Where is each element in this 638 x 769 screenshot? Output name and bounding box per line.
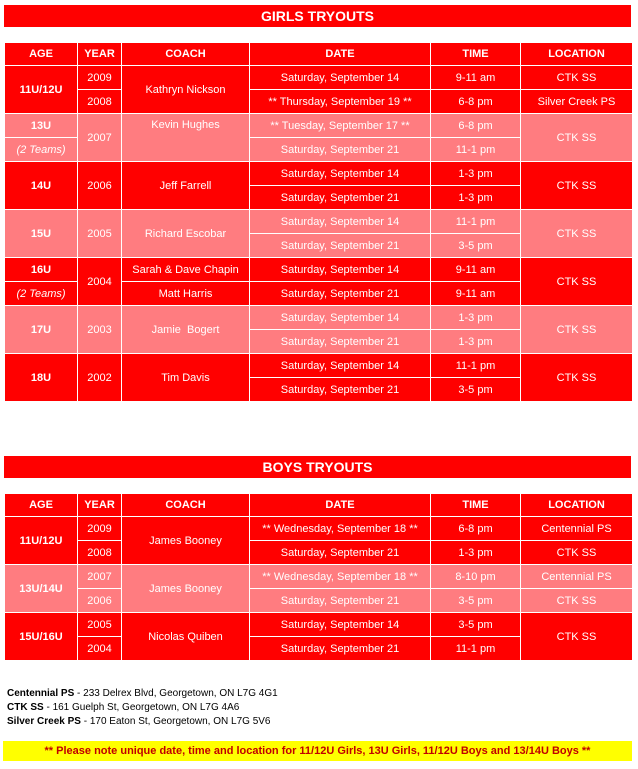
date-cell: Saturday, September 14 (250, 306, 431, 330)
age-cell: 13U (5, 114, 78, 138)
date-cell: Saturday, September 21 (250, 330, 431, 354)
table-header-row (5, 494, 633, 517)
year-cell: 2009 (78, 517, 122, 541)
teams-cell: (2 Teams) (5, 138, 78, 162)
time-cell: 3-5 pm (431, 234, 521, 258)
date-cell: Saturday, September 14 (250, 162, 431, 186)
date-cell: Saturday, September 21 (250, 589, 431, 613)
date-cell: ** Wednesday, September 18 ** (250, 517, 431, 541)
legend-location-name: CTK SS (7, 702, 44, 713)
legend-item: Silver Creek PS - 170 Eaton St, Georgetown, ON L7G 5V6 (7, 716, 271, 727)
header-year: YEAR (78, 43, 122, 66)
location-cell: CTK SS (521, 66, 633, 90)
legend-location-name: Centennial PS (7, 688, 75, 699)
date-cell: Saturday, September 21 (250, 282, 431, 306)
year-cell: 2004 (78, 258, 122, 306)
coach-cell: Jeff Farrell (122, 162, 250, 210)
age-cell: 13U/14U (5, 565, 78, 613)
age-cell: 16U (5, 258, 78, 282)
location-cell: CTK SS (521, 541, 633, 565)
location-cell: CTK SS (521, 162, 633, 210)
table-header-row (5, 43, 633, 66)
date-cell: Saturday, September 21 (250, 234, 431, 258)
year-cell: 2007 (78, 114, 122, 162)
age-cell: 11U/12U (5, 66, 78, 114)
coach-cell: James Booney (122, 565, 250, 613)
girls-title: GIRLS TRYOUTS (4, 5, 631, 27)
legend-location-address: 233 Delrex Blvd, Georgetown, ON L7G 4G1 (83, 688, 278, 699)
year-cell: 2006 (78, 162, 122, 210)
time-cell: 1-3 pm (431, 186, 521, 210)
time-cell: 11-1 pm (431, 637, 521, 661)
table-row (5, 354, 633, 378)
coach-cell: Tim Davis (122, 354, 250, 402)
age-cell: 11U/12U (5, 517, 78, 565)
legend-item: Centennial PS - 233 Delrex Blvd, Georgetown, ON L7G 4G1 (7, 688, 278, 699)
coach-cell: Kathryn Nickson (122, 66, 250, 114)
age-cell: 17U (5, 306, 78, 354)
year-cell: 2005 (78, 210, 122, 258)
time-cell: 3-5 pm (431, 378, 521, 402)
date-cell: ** Thursday, September 19 ** (250, 90, 431, 114)
table-row (5, 66, 633, 90)
teams-cell: (2 Teams) (5, 282, 78, 306)
time-cell: 1-3 pm (431, 162, 521, 186)
table-row (5, 210, 633, 234)
year-cell: 2008 (78, 90, 122, 114)
year-cell: 2007 (78, 565, 122, 589)
year-cell: 2003 (78, 306, 122, 354)
time-cell: 9-11 am (431, 258, 521, 282)
header-location: LOCATION (521, 43, 633, 66)
age-cell: 15U (5, 210, 78, 258)
boys-title: BOYS TRYOUTS (4, 456, 631, 478)
time-cell: 1-3 pm (431, 330, 521, 354)
legend-location-address: 170 Eaton St, Georgetown, ON L7G 5V6 (89, 716, 271, 727)
table-row (5, 114, 633, 138)
time-cell: 3-5 pm (431, 589, 521, 613)
legend-item: CTK SS - 161 Guelph St, Georgetown, ON L7G 4A6 (7, 702, 240, 713)
coach-cell: Matt Harris (122, 282, 250, 306)
header-date: DATE (250, 43, 431, 66)
header-location: LOCATION (521, 494, 633, 517)
legend-location-name: Silver Creek PS (7, 716, 81, 727)
date-cell: ** Tuesday, September 17 ** (250, 114, 431, 138)
age-cell: 18U (5, 354, 78, 402)
age-cell: 14U (5, 162, 78, 210)
header-coach: COACH (122, 494, 250, 517)
time-cell: 3-5 pm (431, 613, 521, 637)
time-cell: 6-8 pm (431, 114, 521, 138)
header-coach: COACH (122, 43, 250, 66)
location-cell: CTK SS (521, 613, 633, 661)
time-cell: 6-8 pm (431, 517, 521, 541)
table-row (5, 90, 633, 114)
location-cell: Centennial PS (521, 565, 633, 589)
year-cell: 2004 (78, 637, 122, 661)
location-cell: CTK SS (521, 306, 633, 354)
location-cell: CTK SS (521, 258, 633, 306)
header-time: TIME (431, 494, 521, 517)
time-cell: 8-10 pm (431, 565, 521, 589)
time-cell: 11-1 pm (431, 354, 521, 378)
age-cell: 15U/16U (5, 613, 78, 661)
coach-cell: Kevin Hughes (122, 114, 250, 162)
coach-cell: Richard Escobar (122, 210, 250, 258)
year-cell: 2009 (78, 66, 122, 90)
location-cell: CTK SS (521, 354, 633, 402)
location-cell: CTK SS (521, 210, 633, 258)
date-cell: Saturday, September 21 (250, 637, 431, 661)
coach-cell: James Booney (122, 517, 250, 565)
date-cell: Saturday, September 14 (250, 354, 431, 378)
year-cell: 2008 (78, 541, 122, 565)
table-row (5, 162, 633, 186)
time-cell: 9-11 am (431, 66, 521, 90)
table-row (5, 541, 633, 565)
location-cell: Silver Creek PS (521, 90, 633, 114)
time-cell: 11-1 pm (431, 210, 521, 234)
notice-banner: ** Please note unique date, time and location for 11/12U Girls, 13U Girls, 11/12U Boys and 13/14U Boys ** (3, 741, 632, 761)
coach-cell: Nicolas Quiben (122, 613, 250, 661)
time-cell: 9-11 am (431, 282, 521, 306)
table-row (5, 258, 633, 282)
location-cell: CTK SS (521, 589, 633, 613)
legend-location-address: 161 Guelph St, Georgetown, ON L7G 4A6 (52, 702, 240, 713)
header-year: YEAR (78, 494, 122, 517)
girls-schedule-table (4, 42, 633, 402)
location-cell: CTK SS (521, 114, 633, 162)
coach-cell: Sarah & Dave Chapin (122, 258, 250, 282)
table-row (5, 565, 633, 589)
date-cell: Saturday, September 14 (250, 66, 431, 90)
date-cell: Saturday, September 21 (250, 378, 431, 402)
table-row (5, 517, 633, 541)
table-row (5, 306, 633, 330)
header-date: DATE (250, 494, 431, 517)
date-cell: Saturday, September 21 (250, 186, 431, 210)
location-cell: Centennial PS (521, 517, 633, 541)
date-cell: Saturday, September 21 (250, 541, 431, 565)
time-cell: 6-8 pm (431, 90, 521, 114)
year-cell: 2006 (78, 589, 122, 613)
coach-cell: Jamie Bogert (122, 306, 250, 354)
time-cell: 1-3 pm (431, 306, 521, 330)
time-cell: 1-3 pm (431, 541, 521, 565)
header-time: TIME (431, 43, 521, 66)
date-cell: Saturday, September 21 (250, 138, 431, 162)
table-row (5, 589, 633, 613)
year-cell: 2002 (78, 354, 122, 402)
header-age: AGE (5, 43, 78, 66)
boys-schedule-table (4, 493, 633, 661)
date-cell: Saturday, September 14 (250, 210, 431, 234)
date-cell: Saturday, September 14 (250, 613, 431, 637)
year-cell: 2005 (78, 613, 122, 637)
table-row (5, 613, 633, 637)
date-cell: Saturday, September 14 (250, 258, 431, 282)
time-cell: 11-1 pm (431, 138, 521, 162)
date-cell: ** Wednesday, September 18 ** (250, 565, 431, 589)
header-age: AGE (5, 494, 78, 517)
